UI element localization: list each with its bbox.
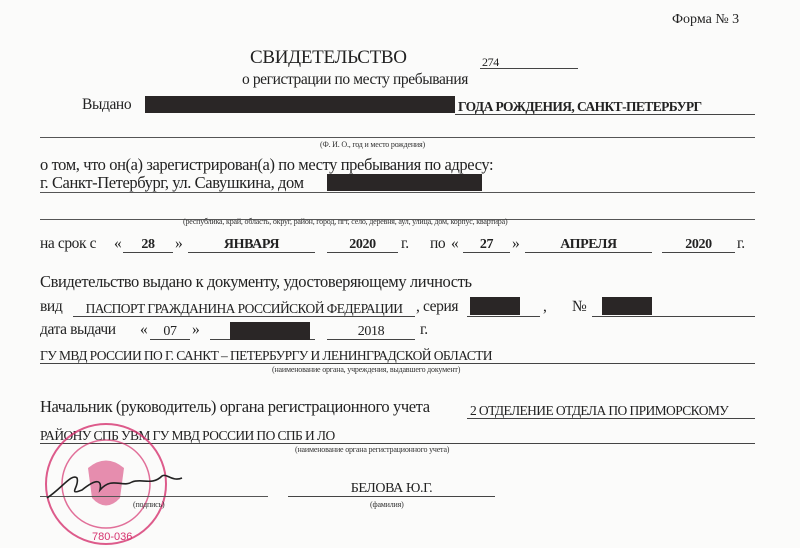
issue-year: 2018 [327,325,415,340]
caption-address: (республика, край, область, округ, район, город, пгт, село, деревня, аул, улица, дом, корпус, квартира) [183,217,508,226]
caption-fio: (Ф. И. О., год и место рождения) [320,140,425,149]
issuer-value: ГУ МВД РОССИИ ПО Г. САНКТ – ПЕТЕРБУРГУ И ЛЕНИНГРАДСКОЙ ОБЛАСТИ [40,349,755,364]
caption-registration-office: (наименование органа регистрационного учета) [295,445,450,454]
to-year: 2020 [662,238,735,253]
quote-close: » [192,321,200,338]
doc-type-value: ПАСПОРТ ГРАЖДАНИНА РОССИЙСКОЙ ФЕДЕРАЦИИ [73,302,415,317]
to-day: 27 [463,238,510,253]
quote-close: » [512,235,520,252]
issue-date-label: дата выдачи [40,321,116,338]
from-year: 2020 [327,238,398,253]
redaction-number [602,297,652,315]
issue-year-suffix: г. [420,321,428,338]
quote-open: « [140,321,148,338]
address-line [40,192,755,193]
registration-office-label: Начальник (руководитель) органа регистрационного учета [40,397,430,416]
series-label: , серия [416,298,459,315]
document-title: СВИДЕТЕЛЬСТВО [250,47,407,68]
redaction-issue-month [230,322,310,340]
fio-line [40,137,755,138]
redaction-name [145,96,455,113]
quote-open: « [114,235,122,252]
to-year-suffix: г. [737,235,745,252]
quote-open: « [451,235,459,252]
issued-to-value: ГОДА РОЖДЕНИЯ, САНКТ-ПЕТЕРБУРГ [455,100,755,115]
redaction-address [327,174,482,191]
registered-text: о том, что он(а) зарегистрирован(а) по месту пребывания по адресу: [40,155,494,174]
signature-handwriting [42,468,192,503]
registration-office-line2: РАЙОНУ СПБ УВМ ГУ МВД РОССИИ ПО СПБ И ЛО [40,429,755,444]
issued-to-label: Выдано [82,96,132,113]
document-text: Свидетельство выдано к документу, удостоверяющему личность [40,272,472,291]
period-from-label: на срок с [40,235,97,252]
from-year-suffix: г. [401,235,409,252]
caption-issuer: (наименование органа, учреждения, выдавшего документ) [272,365,461,374]
from-day: 28 [123,238,173,253]
form-number: Форма № 3 [672,12,740,27]
surname-value: БЕЛОВА Ю.Г. [288,482,495,497]
redaction-series [470,297,520,315]
address-value: г. Санкт-Петербург, ул. Савушкина, дом [40,173,304,192]
caption-surname: (фамилия) [370,500,404,509]
caption-signature: (подпись) [133,500,165,509]
from-month: ЯНВАРЯ [188,238,315,253]
document-subtitle: о регистрации по месту пребывания [242,71,468,88]
issue-day: 07 [150,325,190,340]
period-to-label: по [430,235,446,252]
certificate-number: 274 [480,56,578,69]
to-month: АПРЕЛЯ [525,238,652,253]
number-label: № [572,298,587,315]
stamp-number: 780-036 [92,531,133,543]
quote-close: » [175,235,183,252]
registration-office-line1: 2 ОТДЕЛЕНИЕ ОТДЕЛА ПО ПРИМОРСКОМУ [467,404,755,419]
comma: , [543,298,547,315]
doc-type-label: вид [40,298,63,315]
